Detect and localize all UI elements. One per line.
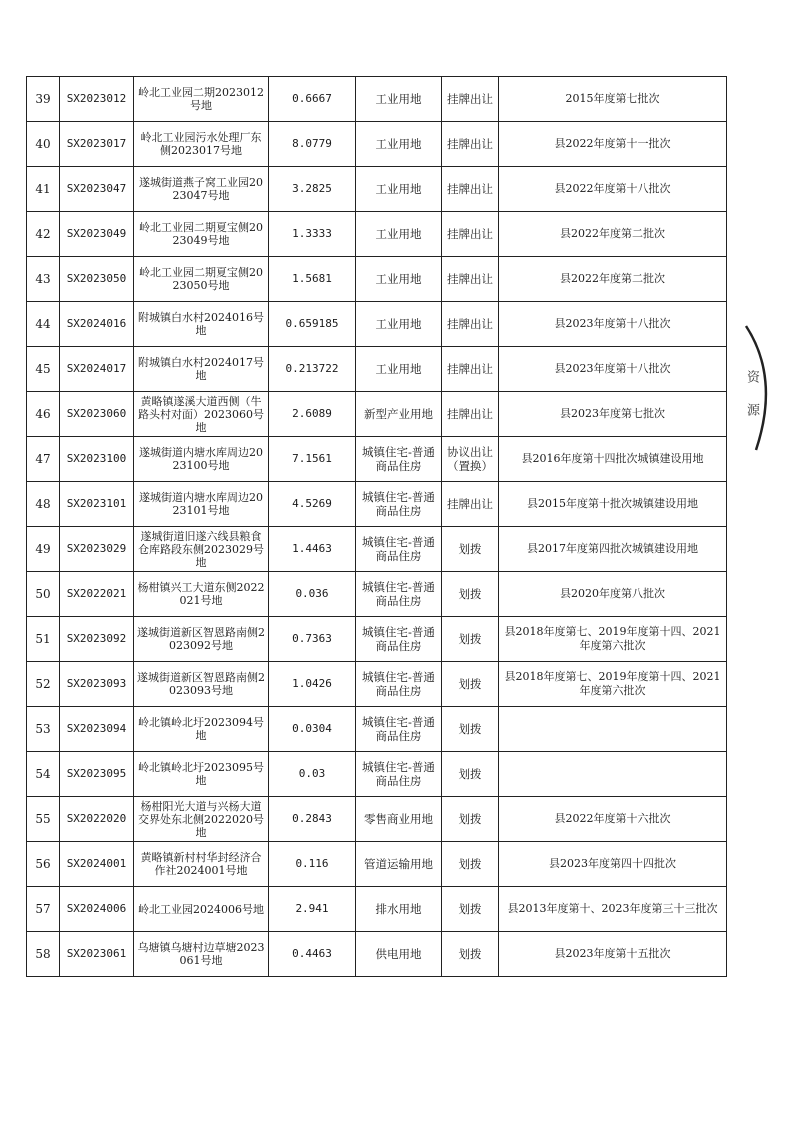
land-use-cell: 城镇住宅-普通商品住房 <box>356 437 442 482</box>
table-row <box>27 887 727 932</box>
table-row <box>27 392 727 437</box>
parcel-name-cell: 遂城街道内塘水库周边2023100号地 <box>134 437 269 482</box>
table-row <box>27 842 727 887</box>
table-row <box>27 617 727 662</box>
parcel-code-cell: SX2023017 <box>60 122 134 167</box>
row-number-cell: 49 <box>27 527 60 572</box>
land-use-cell: 零售商业用地 <box>356 797 442 842</box>
row-number-cell: 41 <box>27 167 60 212</box>
parcel-area-cell: 0.03 <box>269 752 356 797</box>
parcel-name-cell: 岭北镇岭北圩2023094号地 <box>134 707 269 752</box>
parcel-area-cell: 2.941 <box>269 887 356 932</box>
supply-method-cell: 划拨 <box>442 662 499 707</box>
parcel-code-cell: SX2024017 <box>60 347 134 392</box>
supply-method-cell: 挂牌出让 <box>442 122 499 167</box>
parcel-code-cell: SX2024006 <box>60 887 134 932</box>
parcel-area-cell: 4.5269 <box>269 482 356 527</box>
land-use-cell: 城镇住宅-普通商品住房 <box>356 482 442 527</box>
parcel-area-cell: 8.0779 <box>269 122 356 167</box>
table-row <box>27 797 727 842</box>
table-row <box>27 77 727 122</box>
approval-batch-cell: 县2015年度第十批次城镇建设用地 <box>499 482 727 527</box>
supply-method-cell: 划拨 <box>442 797 499 842</box>
table-row <box>27 347 727 392</box>
parcel-name-cell: 遂城街道新区智恩路南侧2023092号地 <box>134 617 269 662</box>
row-number-cell: 58 <box>27 932 60 977</box>
supply-method-cell: 划拨 <box>442 842 499 887</box>
parcel-area-cell: 3.2825 <box>269 167 356 212</box>
row-number-cell: 48 <box>27 482 60 527</box>
row-number-cell: 45 <box>27 347 60 392</box>
parcel-name-cell: 乌塘镇乌塘村边草塘2023061号地 <box>134 932 269 977</box>
approval-batch-cell: 县2023年度第十八批次 <box>499 347 727 392</box>
land-use-cell: 城镇住宅-普通商品住房 <box>356 752 442 797</box>
parcel-name-cell: 岭北镇岭北圩2023095号地 <box>134 752 269 797</box>
parcel-code-cell: SX2023092 <box>60 617 134 662</box>
table-row <box>27 482 727 527</box>
supply-method-cell: 划拨 <box>442 887 499 932</box>
parcel-name-cell: 岭北工业园2024006号地 <box>134 887 269 932</box>
approval-batch-cell: 县2022年度第二批次 <box>499 257 727 302</box>
parcel-code-cell: SX2023029 <box>60 527 134 572</box>
supply-method-cell: 挂牌出让 <box>442 77 499 122</box>
parcel-name-cell: 遂城街道内塘水库周边2023101号地 <box>134 482 269 527</box>
table-row <box>27 662 727 707</box>
table-row <box>27 572 727 617</box>
parcel-area-cell: 0.0304 <box>269 707 356 752</box>
parcel-name-cell: 附城镇白水村2024017号地 <box>134 347 269 392</box>
land-use-cell: 工业用地 <box>356 167 442 212</box>
land-use-cell: 供电用地 <box>356 932 442 977</box>
table-row <box>27 167 727 212</box>
parcel-name-cell: 黄略镇新村村华封经济合作社2024001号地 <box>134 842 269 887</box>
parcel-name-cell: 杨柑镇兴工大道东侧2022021号地 <box>134 572 269 617</box>
parcel-name-cell: 岭北工业园污水处理厂东侧2023017号地 <box>134 122 269 167</box>
parcel-name-cell: 遂城街道旧遂六线县粮食仓库路段东侧2023029号地 <box>134 527 269 572</box>
row-number-cell: 56 <box>27 842 60 887</box>
land-use-cell: 工业用地 <box>356 122 442 167</box>
parcel-code-cell: SX2023012 <box>60 77 134 122</box>
parcel-code-cell: SX2023060 <box>60 392 134 437</box>
supply-method-cell: 划拨 <box>442 707 499 752</box>
approval-batch-cell <box>499 707 727 752</box>
parcel-name-cell: 岭北工业园二期夏宝侧2023050号地 <box>134 257 269 302</box>
parcel-name-cell: 遂城街道燕子窝工业园2023047号地 <box>134 167 269 212</box>
row-number-cell: 43 <box>27 257 60 302</box>
parcel-code-cell: SX2022020 <box>60 797 134 842</box>
land-use-cell: 城镇住宅-普通商品住房 <box>356 572 442 617</box>
parcel-code-cell: SX2024016 <box>60 302 134 347</box>
row-number-cell: 57 <box>27 887 60 932</box>
land-use-cell: 城镇住宅-普通商品住房 <box>356 662 442 707</box>
land-use-cell: 工业用地 <box>356 302 442 347</box>
approval-batch-cell: 县2018年度第七、2019年度第十四、2021年度第六批次 <box>499 662 727 707</box>
supply-method-cell: 划拨 <box>442 752 499 797</box>
parcel-name-cell: 杨柑阳光大道与兴杨大道交界处东北侧2022020号地 <box>134 797 269 842</box>
parcel-area-cell: 0.036 <box>269 572 356 617</box>
parcel-code-cell: SX2024001 <box>60 842 134 887</box>
supply-method-cell: 挂牌出让 <box>442 482 499 527</box>
row-number-cell: 46 <box>27 392 60 437</box>
supply-method-cell: 划拨 <box>442 572 499 617</box>
parcel-code-cell: SX2023049 <box>60 212 134 257</box>
parcel-code-cell: SX2023093 <box>60 662 134 707</box>
approval-batch-cell: 2015年度第七批次 <box>499 77 727 122</box>
parcel-area-cell: 0.6667 <box>269 77 356 122</box>
parcel-name-cell: 遂城街道新区智恩路南侧2023093号地 <box>134 662 269 707</box>
table-row <box>27 527 727 572</box>
parcel-area-cell: 2.6089 <box>269 392 356 437</box>
parcel-area-cell: 0.213722 <box>269 347 356 392</box>
parcel-code-cell: SX2023101 <box>60 482 134 527</box>
parcel-area-cell: 0.116 <box>269 842 356 887</box>
parcel-code-cell: SX2023050 <box>60 257 134 302</box>
approval-batch-cell <box>499 752 727 797</box>
parcel-code-cell: SX2022021 <box>60 572 134 617</box>
table-row <box>27 752 727 797</box>
parcel-code-cell: SX2023095 <box>60 752 134 797</box>
supply-method-cell: 协议出让（置换） <box>442 437 499 482</box>
approval-batch-cell: 县2023年度第四十四批次 <box>499 842 727 887</box>
supply-method-cell: 划拨 <box>442 527 499 572</box>
parcel-code-cell: SX2023061 <box>60 932 134 977</box>
parcel-code-cell: SX2023047 <box>60 167 134 212</box>
row-number-cell: 51 <box>27 617 60 662</box>
table-row <box>27 257 727 302</box>
parcel-name-cell: 黄略镇遂溪大道西侧（牛路头村对面）2023060号地 <box>134 392 269 437</box>
row-number-cell: 53 <box>27 707 60 752</box>
approval-batch-cell: 县2018年度第七、2019年度第十四、2021年度第六批次 <box>499 617 727 662</box>
parcel-code-cell: SX2023094 <box>60 707 134 752</box>
seal-stamp-text: 资 源 <box>744 370 759 425</box>
table-row <box>27 932 727 977</box>
row-number-cell: 40 <box>27 122 60 167</box>
table-row <box>27 707 727 752</box>
parcel-area-cell: 1.4463 <box>269 527 356 572</box>
row-number-cell: 50 <box>27 572 60 617</box>
supply-method-cell: 挂牌出让 <box>442 302 499 347</box>
supply-method-cell: 划拨 <box>442 932 499 977</box>
land-use-cell: 城镇住宅-普通商品住房 <box>356 617 442 662</box>
approval-batch-cell: 县2016年度第十四批次城镇建设用地 <box>499 437 727 482</box>
land-use-cell: 管道运输用地 <box>356 842 442 887</box>
approval-batch-cell: 县2023年度第十八批次 <box>499 302 727 347</box>
approval-batch-cell: 县2013年度第十、2023年度第三十三批次 <box>499 887 727 932</box>
land-use-cell: 城镇住宅-普通商品住房 <box>356 707 442 752</box>
approval-batch-cell: 县2022年度第十六批次 <box>499 797 727 842</box>
table-row <box>27 302 727 347</box>
land-use-cell: 工业用地 <box>356 212 442 257</box>
approval-batch-cell: 县2022年度第十一批次 <box>499 122 727 167</box>
row-number-cell: 44 <box>27 302 60 347</box>
parcel-area-cell: 7.1561 <box>269 437 356 482</box>
parcel-area-cell: 1.5681 <box>269 257 356 302</box>
parcel-area-cell: 1.3333 <box>269 212 356 257</box>
approval-batch-cell: 县2020年度第八批次 <box>499 572 727 617</box>
parcel-area-cell: 0.659185 <box>269 302 356 347</box>
parcel-name-cell: 岭北工业园二期夏宝侧2023049号地 <box>134 212 269 257</box>
approval-batch-cell: 县2023年度第十五批次 <box>499 932 727 977</box>
land-use-cell: 工业用地 <box>356 347 442 392</box>
approval-batch-cell: 县2022年度第十八批次 <box>499 167 727 212</box>
row-number-cell: 54 <box>27 752 60 797</box>
parcel-code-cell: SX2023100 <box>60 437 134 482</box>
row-number-cell: 39 <box>27 77 60 122</box>
parcel-area-cell: 0.7363 <box>269 617 356 662</box>
land-use-cell: 工业用地 <box>356 77 442 122</box>
row-number-cell: 55 <box>27 797 60 842</box>
parcel-area-cell: 1.0426 <box>269 662 356 707</box>
parcel-area-cell: 0.2843 <box>269 797 356 842</box>
parcel-name-cell: 岭北工业园二期2023012号地 <box>134 77 269 122</box>
approval-batch-cell: 县2022年度第二批次 <box>499 212 727 257</box>
supply-method-cell: 挂牌出让 <box>442 257 499 302</box>
table-row <box>27 122 727 167</box>
land-use-cell: 排水用地 <box>356 887 442 932</box>
row-number-cell: 52 <box>27 662 60 707</box>
supply-method-cell: 挂牌出让 <box>442 167 499 212</box>
supply-method-cell: 挂牌出让 <box>442 392 499 437</box>
row-number-cell: 42 <box>27 212 60 257</box>
land-use-cell: 工业用地 <box>356 257 442 302</box>
table-body <box>27 77 727 977</box>
approval-batch-cell: 县2017年度第四批次城镇建设用地 <box>499 527 727 572</box>
row-number-cell: 47 <box>27 437 60 482</box>
supply-method-cell: 挂牌出让 <box>442 212 499 257</box>
land-parcel-table <box>26 76 727 977</box>
supply-method-cell: 挂牌出让 <box>442 347 499 392</box>
parcel-name-cell: 附城镇白水村2024016号地 <box>134 302 269 347</box>
approval-batch-cell: 县2023年度第七批次 <box>499 392 727 437</box>
table-row <box>27 212 727 257</box>
table-row <box>27 437 727 482</box>
land-use-cell: 城镇住宅-普通商品住房 <box>356 527 442 572</box>
supply-method-cell: 划拨 <box>442 617 499 662</box>
land-use-cell: 新型产业用地 <box>356 392 442 437</box>
parcel-area-cell: 0.4463 <box>269 932 356 977</box>
